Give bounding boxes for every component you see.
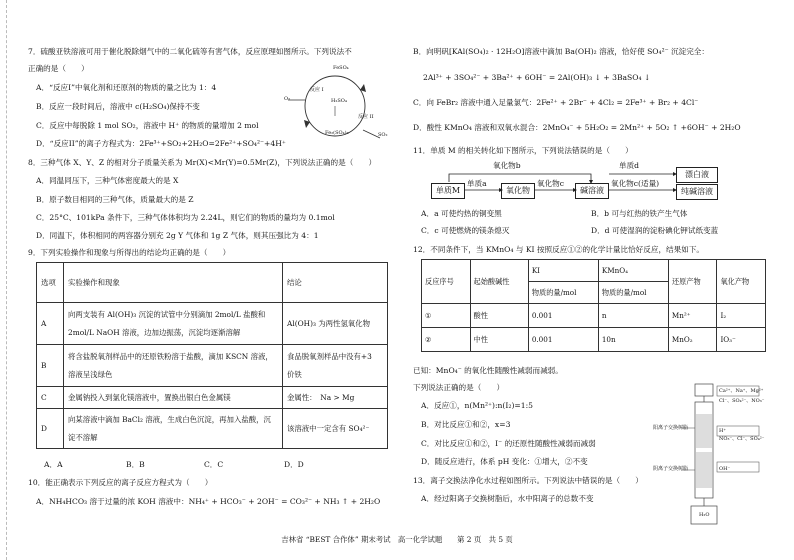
q10-option-b: B．向明矾[KAl(SO₄)₂ · 12H₂O]溶液中滴加 Ba(OH)₂ 溶液，恰好使 SO₄²⁻ 沉淀完全：: [413, 47, 709, 56]
q9-stem: 9．下列实验操作和现象与所得出的结论均正确的是（ ）: [28, 248, 231, 257]
q12-h-kmno4-unit: 物质的量/mol: [598, 282, 668, 304]
q9-row-conclusion: 价铁: [287, 369, 302, 379]
q12-cell: ②: [422, 328, 471, 352]
q11-label-b: 氧化物b: [493, 161, 521, 170]
table-row: [37, 345, 388, 387]
q11-box-m: 单质M: [431, 183, 465, 199]
q12-cell: ①: [422, 304, 471, 328]
q7-option-a: A．“反应I”中氧化剂和还原剂的物质的量之比为 1：4: [36, 83, 217, 92]
q7-stem: 7．硫酸亚铁溶液可用于催化脱除烟气中的二氧化硫等有害气体，反应原理如图所示。下列说法不: [28, 47, 352, 56]
q12-cell: MnO₂: [668, 328, 717, 352]
q12-note: 已知：MnO₄⁻ 的氧化性随酸性减弱而减弱。: [413, 366, 563, 375]
q9-row-key: A: [37, 303, 64, 345]
q12-h-env: 起始酸碱性: [470, 260, 528, 304]
q11-label-c: 氧化物c: [537, 179, 565, 188]
table-row: [37, 387, 388, 409]
q12-option-b: B．对比反应①和②，x=3: [421, 420, 511, 429]
q11-label-cx: 氧化物c(适量): [611, 179, 660, 188]
q13-ions-1: Ca²⁺、Na⁺、Mg²⁺: [719, 388, 764, 394]
q13-ion-oh: OH⁻: [719, 466, 731, 472]
q9-row-op: 金属钠投入到氯化镁溶液中，置换出银白色金属镁: [64, 387, 283, 409]
q9-row-op: 溶液呈浅绿色: [68, 369, 113, 379]
q13-ions-3: NO₃⁻、Cl⁻、SO₄²⁻: [719, 436, 765, 442]
q10-stem: 10．能正确表示下列反应的离子反应方程式为（ ）: [28, 478, 213, 487]
cycle-h2so4: H₂SO₄: [331, 98, 347, 104]
q12-cell: I₂: [717, 304, 766, 328]
q13-ions-2: Cl⁻、SO₄²⁻、NO₃⁻: [719, 398, 765, 404]
q13-option-a: A．经过阳离子交换树脂后，水中阳离子的总数不变: [421, 494, 594, 503]
q7-option-d: D．“反应II”的离子方程式为：2Fe³⁺+SO₂+2H₂O=2Fe²⁺+SO₄²⁻+4H⁺: [36, 139, 286, 148]
cycle-o2: O₂: [284, 96, 291, 102]
q12-cell: 中性: [470, 328, 528, 352]
cycle-feso4: FeSO₄: [333, 65, 349, 71]
q12-cell: n: [598, 304, 668, 328]
q11-option-c: C．c 可使燃烧的镁条熄灭: [421, 226, 510, 235]
q9-row-op: 2mol/L NaOH 溶液，边加边振荡，沉淀均逐渐溶解: [68, 327, 241, 337]
q9-row-op: 向两支装有 Al(OH)₃ 沉淀的试管中分别滴加 2mol/L 盐酸和: [68, 310, 266, 320]
q9-row-op: 将含盐脱氧剂样品中的还原铁粉溶于盐酸，滴加 KSCN 溶液，: [68, 352, 273, 362]
q9-row-op: 向某溶液中滴加 BaCl₂ 溶液，生成白色沉淀，再加入盐酸，沉: [68, 415, 271, 425]
q10-option-b-eq: 2Al³⁺ + 3SO₄²⁻ + 3Ba²⁺ + 6OH⁻ = 2Al(OH)₃ ↓ + 3BaSO₄ ↓: [423, 73, 651, 82]
q12-cell: IO₃⁻: [717, 328, 766, 352]
q11-box-oxide: 氧化物: [501, 183, 535, 199]
q10-option-d: D．酸性 KMnO₄ 溶液和双氧水混合：2MnO₄⁻ + 5H₂O₂ = 2Mn²⁺ + 5O₂ ↑ +6OH⁻ + 2H₂O: [413, 123, 741, 132]
q12-h-red: 还原产物: [668, 260, 717, 304]
q12-option-c: C．对比反应①和②，I⁻ 的还原性随酸性减弱而减弱: [421, 439, 596, 448]
q9-option-c: C．C: [204, 460, 224, 469]
q9-row-conclusion: Al(OH)₃ 为两性氢氧化物: [283, 303, 388, 345]
q11-option-b: B．b 可与红热的铁产生气体: [591, 209, 688, 218]
q9-option-a: A．A: [44, 460, 63, 469]
q9-option-d: D．D: [284, 460, 304, 469]
q12-stem: 12．不同条件下，当 KMnO₄ 与 KI 按照反应①②的化学计量比恰好反应，结果如下。: [413, 245, 705, 254]
q8-stem: 8．三种气体 X、Y、Z 的相对分子质量关系为 Mr(X)<Mr(Y)=0.5Mr(Z)，下列说法正确的是（ ）: [28, 158, 377, 167]
q9-h-option: 选项: [37, 263, 64, 303]
q10-option-a: A．NH₄HCO₃ 溶于过量的浓 KOH 溶液中：NH₄⁺ + HCO₃⁻ + 2OH⁻ = CO₃²⁻ + NH₃ ↑ + 2H₂O: [36, 497, 381, 506]
cycle-r1: 反应 I: [310, 87, 324, 93]
q9-row-conclusion: 食品脱氧剂样品中没有+3: [287, 352, 372, 362]
table-row: [37, 303, 388, 345]
cycle-r2: 反应 II: [358, 114, 374, 120]
q11-label-a: 单质a: [467, 179, 487, 188]
cycle-so2: SO₂: [378, 132, 388, 138]
q12-cell: Mn²⁺: [668, 304, 717, 328]
q9-h-conclusion: 结论: [283, 263, 388, 303]
table-row: [37, 409, 388, 449]
q9-h-operation: 实验操作和现象: [64, 263, 283, 303]
q12-h-ki-unit: 物质的量/mol: [528, 282, 598, 304]
q13-stem: 13．离子交换法净化水过程如图所示。下列说法中错误的是（ ）: [413, 476, 643, 485]
q9-row-key: D: [37, 409, 64, 449]
q11-option-d: D．d 可使湿润的淀粉碘化钾试纸变蓝: [591, 226, 719, 235]
q12-cell: 10n: [598, 328, 668, 352]
table-row: [422, 304, 766, 328]
q9-row-conclusion: 金属性： Na > Mg: [283, 387, 388, 409]
q7-option-c: C．反应中每脱除 1 mol SO₂，溶液中 H⁺ 的物质的量增加 2 mol: [36, 121, 259, 130]
q13-label-cation: 阳离子交换树脂: [653, 425, 689, 431]
q8-option-c: C．25°C、101kPa 条件下，三种气体体积均为 2.24L，则它们的物质的量均为 0.1mol: [36, 213, 335, 222]
q9-row-op: 淀不溶解: [68, 432, 98, 442]
q8-option-a: A．同温同压下，三种气体密度最大的是 X: [36, 176, 179, 185]
binding-line: [6, 0, 8, 560]
q11-box-soda: 纯碱溶液: [676, 184, 718, 200]
q12-h-order: 反应序号: [422, 260, 471, 304]
q11-box-bleach: 漂白液: [676, 167, 718, 183]
q7-cycle-diagram: [280, 60, 390, 152]
q9-row-key: B: [37, 345, 64, 387]
q11-label-d: 单质d: [619, 161, 640, 170]
page-footer: 吉林省 “BEST 合作体” 期末考试 高一化学试题 第 2 页 共 5 页: [281, 535, 513, 544]
table-row: [422, 328, 766, 352]
q11-option-a: A．a 可使灼热的铜变黑: [421, 209, 502, 218]
q12-cell: 酸性: [470, 304, 528, 328]
q7-option-b: B．反应一段时间后，溶液中 c(H₂SO₄)保持不变: [36, 102, 200, 111]
q12-h-ox: 氧化产物: [717, 260, 766, 304]
q8-option-b: B．原子数目相同的三种气体，质量最大的是 Z: [36, 195, 194, 204]
q12-question: 下列说法正确的是（ ）: [413, 383, 505, 392]
q9-table: [36, 262, 388, 449]
q12-cell: 0.001: [528, 328, 598, 352]
q11-stem: 11．单质 M 的相关转化如下图所示，下列说法错误的是（ ）: [413, 146, 633, 155]
q12-cell: 0.001: [528, 304, 598, 328]
q12-option-a: A．反应①，n(Mn²⁺):n(I₂)=1:5: [421, 401, 533, 410]
q13-ion-h: H⁺: [719, 428, 726, 434]
q12-option-d: D．随反应进行，体系 pH 变化：①增大，②不变: [421, 457, 588, 466]
q10-option-c: C．向 FeBr₂ 溶液中通入足量氯气：2Fe²⁺ + 2Br⁻ + 4Cl₂ = 2Fe³⁺ + Br₂ + 4Cl⁻: [413, 98, 699, 107]
q7-stem-2: 正确的是（ ）: [28, 64, 89, 73]
q12-h-kmno4: KMnO₄: [598, 260, 668, 282]
q9-row-conclusion: 该溶液中一定含有 SO₄²⁻: [283, 409, 388, 449]
cycle-fe2so43: Fe₂(SO₄)₃: [325, 130, 349, 136]
q13-label-anion: 阴离子交换树脂: [653, 466, 689, 472]
q11-box-alkali: 碱溶液: [575, 183, 609, 199]
q9-option-b: B．B: [126, 460, 145, 469]
q8-option-d: D．同温下，体积相同的两容器分别充 2g Y 气体和 1g Z 气体，则其压强比为 4：1: [36, 231, 319, 240]
q13-water: H₂O: [699, 512, 710, 518]
q9-row-key: C: [37, 387, 64, 409]
q12-table: [421, 259, 766, 352]
q12-h-ki: KI: [528, 260, 598, 282]
